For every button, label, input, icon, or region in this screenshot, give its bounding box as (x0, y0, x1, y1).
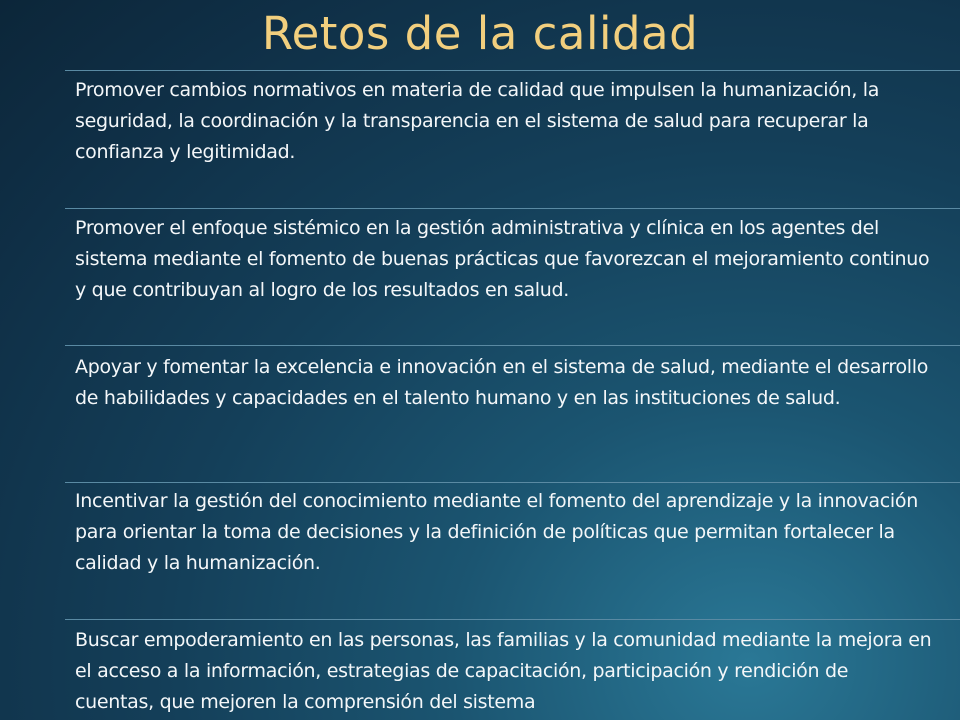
challenge-text: Apoyar y fomentar la excelencia e innovación en el sistema de salud, mediante el desarrollo de habilidades y capacidades en el talento humano y en las instituciones de salud. (75, 356, 929, 409)
challenge-item (65, 482, 960, 619)
challenge-text: Incentivar la gestión del conocimiento mediante el fomento del aprendizaje y la innovación para orientar la toma de decisiones y la definición de políticas que permitan fortalecer la calidad y la humanización. (75, 490, 918, 574)
challenge-item (65, 345, 960, 482)
challenge-list (65, 70, 960, 720)
challenge-item (65, 208, 960, 345)
challenge-item (65, 70, 960, 208)
slide-title: Retos de la calidad (261, 7, 699, 60)
challenge-text: Promover el enfoque sistémico en la gestión administrativa y clínica en los agentes del sistema mediante el fomento de buenas prácticas que favorezcan el mejoramiento continuo y que contribuyan al logro de los resultados en salud. (75, 217, 930, 301)
challenge-text: Buscar empoderamiento en las personas, las familias y la comunidad mediante la mejora en el acceso a la información, estrategias de capacitación, participación y rendición de cuentas, que mejoren la comprensión del sistema (75, 629, 932, 713)
challenge-text: Promover cambios normativos en materia de calidad que impulsen la humanización, la seguridad, la coordinación y la transparencia en el sistema de salud para recuperar la confianza y legitimidad. (75, 79, 880, 163)
challenge-item (65, 619, 960, 720)
